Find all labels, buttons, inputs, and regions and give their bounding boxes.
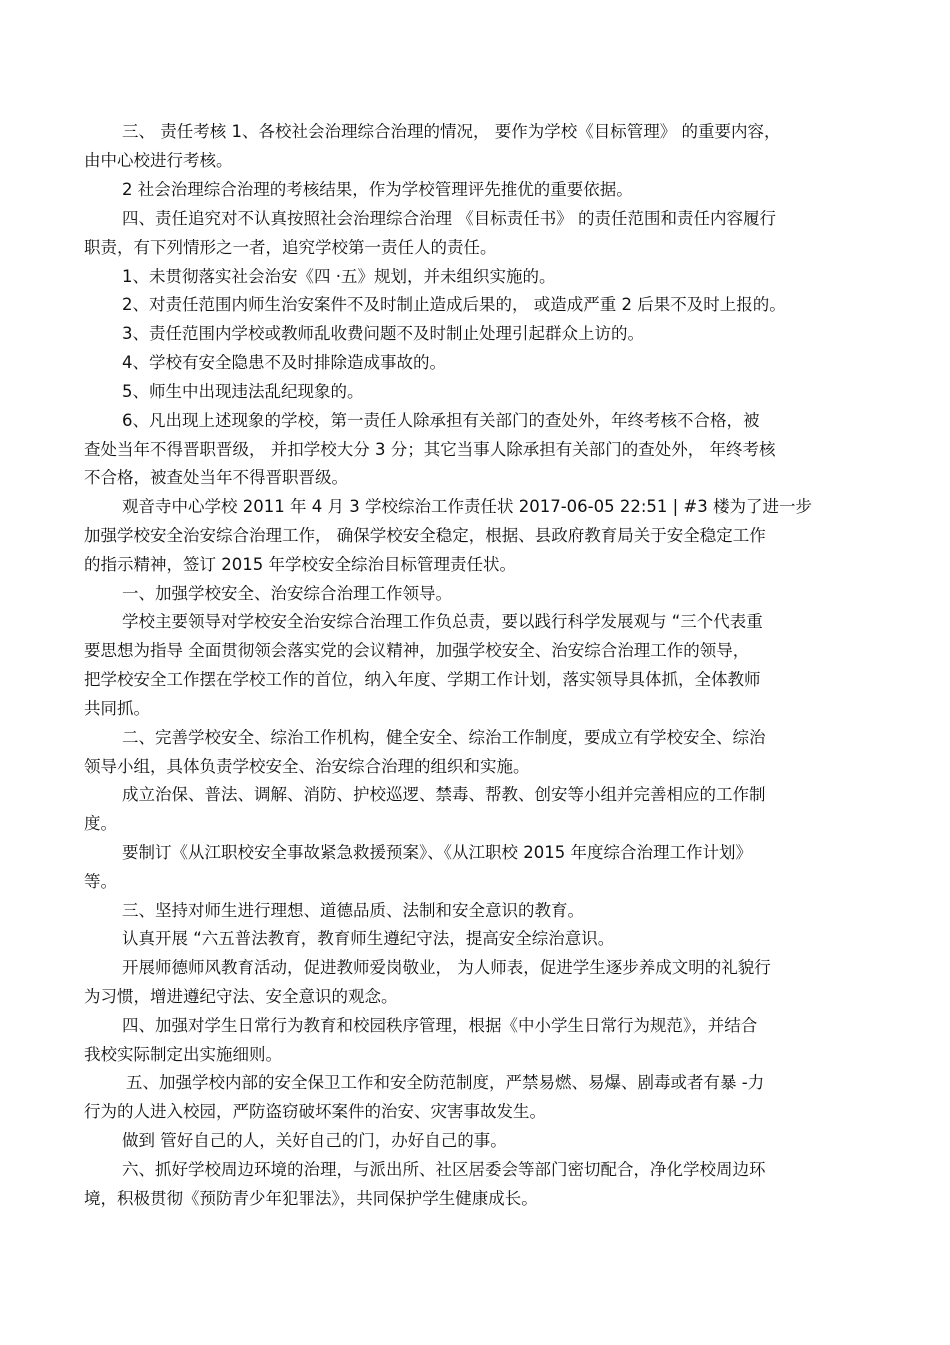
- text-line: 把学校安全工作摆在学校工作的首位，纳入年度、学期工作计划，落实领导具体抓，全体教师: [84, 670, 761, 689]
- text-line: 五、加强学校内部的安全保卫工作和安全防范制度，严禁易燃、易爆、剧毒或者有暴 -力: [126, 1073, 765, 1092]
- text-line: 一、加强学校安全、治安综合治理工作领导。: [122, 584, 452, 603]
- text-line: 三、 责任考核 1、各校社会治理综合治理的情况， 要作为学校《目标管理》 的重要内容，: [122, 122, 781, 141]
- text-line: 2 社会治理综合治理的考核结果，作为学校管理评先推优的重要依据。: [122, 180, 633, 199]
- text-line: 做到 管好自己的人，关好自己的门，办好自己的事。: [122, 1131, 507, 1150]
- text-line: 职责，有下列情形之一者，追究学校第一责任人的责任。: [84, 238, 497, 257]
- text-line: 观音寺中心学校 2011 年 4 月 3 学校综治工作责任状 2017-06-05 22:51 | #3 楼为了进一步: [122, 497, 813, 516]
- text-line: 成立治保、普法、调解、消防、护校巡逻、禁毒、帮教、创安等小组并完善相应的工作制: [122, 785, 766, 804]
- text-line: 度。: [84, 814, 117, 833]
- text-line: 行为的人进入校园，严防盗窃破坏案件的治安、灾害事故发生。: [84, 1102, 546, 1121]
- text-line: 的指示精神，签订 2015 年学校安全综治目标管理责任状。: [84, 555, 516, 574]
- text-line: 4、学校有安全隐患不及时排除造成事故的。: [122, 353, 446, 372]
- text-line: 三、坚持对师生进行理想、道德品质、法制和安全意识的教育。: [122, 901, 584, 920]
- text-line: 查处当年不得晋职晋级， 并扣学校大分 3 分；其它当事人除承担有关部门的查处外， 年终考核: [84, 440, 776, 459]
- text-line: 学校主要领导对学校安全治安综合治理工作负总责，要以践行科学发展观与 “三个代表重: [122, 612, 763, 631]
- text-line: 1、未贯彻落实社会治安《四 ·五》规划，并未组织实施的。: [122, 267, 556, 286]
- text-line: 境，积极贯彻《预防青少年犯罪法》，共同保护学生健康成长。: [84, 1189, 538, 1208]
- text-line: 四、加强对学生日常行为教育和校园秩序管理，根据《中小学生日常行为规范》，并结合: [122, 1016, 758, 1035]
- text-line: 共同抓。: [84, 699, 150, 718]
- text-line: 由中心校进行考核。: [84, 151, 233, 170]
- text-line: 领导小组，具体负责学校安全、治安综合治理的组织和实施。: [84, 757, 530, 776]
- text-line: 加强学校安全治安综合治理工作， 确保学校安全稳定，根据、县政府教育局关于安全稳定工作: [84, 526, 766, 545]
- text-line: 等。: [84, 872, 117, 891]
- text-line: 2、对责任范围内师生治安案件不及时制止造成后果的， 或造成严重 2 后果不及时上报的。: [122, 295, 786, 314]
- text-line: 开展师德师风教育活动，促进教师爱岗敬业， 为人师表，促进学生逐步养成文明的礼貌行: [122, 958, 771, 977]
- text-line: 认真开展 “六五普法教育，教育师生遵纪守法，提高安全综治意识。: [122, 929, 615, 948]
- text-line: 为习惯，增进遵纪守法、安全意识的观念。: [84, 987, 398, 1006]
- text-line: 六、抓好学校周边环境的治理，与派出所、社区居委会等部门密切配合，净化学校周边环: [122, 1160, 766, 1179]
- text-line: 要制订《从江职校安全事故紧急救援预案》、《从江职校 2015 年度综合治理工作计划》: [122, 843, 752, 862]
- text-line: 要思想为指导 全面贯彻领会落实党的会议精神，加强学校安全、治安综合治理工作的领导，: [84, 641, 750, 660]
- text-line: 不合格，被查处当年不得晋职晋级。: [84, 468, 348, 487]
- text-line: 我校实际制定出实施细则。: [84, 1045, 282, 1064]
- text-line: 二、完善学校安全、综治工作机构，健全安全、综治工作制度，要成立有学校安全、综治: [122, 728, 766, 747]
- text-line: 6、凡出现上述现象的学校，第一责任人除承担有关部门的查处外，年终考核不合格，被: [122, 411, 760, 430]
- text-line: 四、责任追究对不认真按照社会治理综合治理 《目标责任书》 的责任范围和责任内容履行: [122, 209, 776, 228]
- text-line: 5、师生中出现违法乱纪现象的。: [122, 382, 364, 401]
- text-line: 3、责任范围内学校或教师乱收费问题不及时制止处理引起群众上访的。: [122, 324, 644, 343]
